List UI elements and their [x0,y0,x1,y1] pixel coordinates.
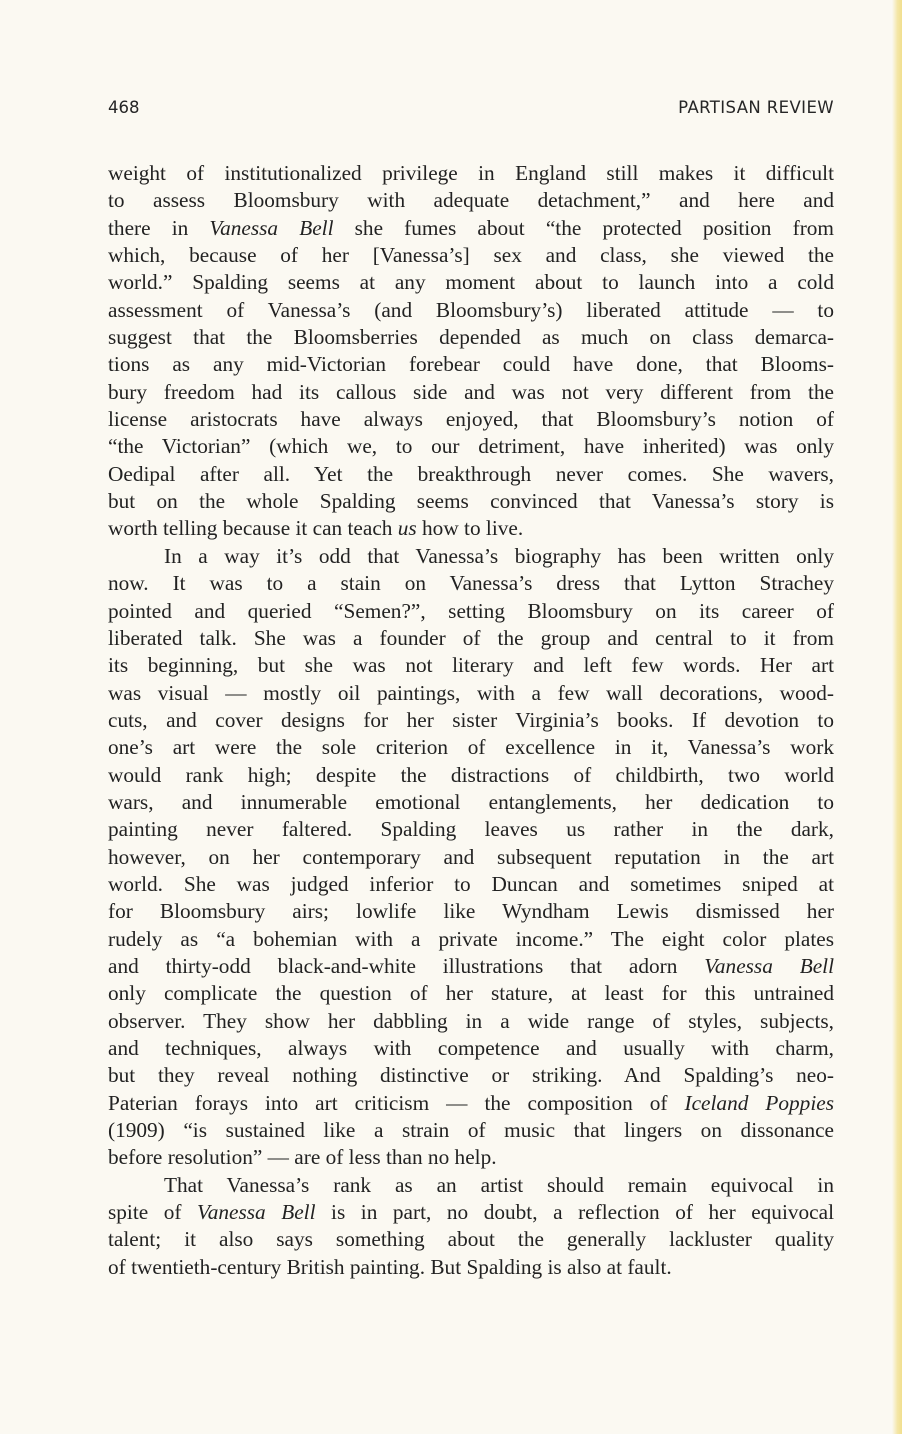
text-segment: and thirty-odd black-and-white illustrations that adorn [108,953,705,978]
text-segment: observer. They show her dabbling in a wide range of styles, subjects, [108,1008,834,1033]
text-line [108,598,834,625]
text-line [108,762,834,789]
text-line [108,980,834,1007]
text-line [108,1199,834,1226]
text-segment: talent; it also says something about the generally lackluster quality [108,1227,834,1252]
text-segment: how to live. [416,516,524,541]
article-body [108,160,834,1281]
text-segment: before resolution” — are of less than no help. [108,1145,497,1170]
text-segment: she fumes about “the protected position from [333,215,834,240]
text-segment: world.” Spalding seems at any moment about to launch into a cold [108,270,834,295]
text-segment: to assess Bloomsbury with adequate detachment,” and here and [108,188,834,213]
text-line [108,871,834,898]
running-head [108,98,834,124]
text-line [108,789,834,816]
text-segment: for Bloomsbury airs; lowlife like Wyndham Lewis dismissed her [108,899,834,924]
text-line [108,816,834,843]
text-line [108,1226,834,1253]
text-segment: would rank high; despite the distractions of childbirth, two world [108,762,834,787]
text-segment: pointed and queried “Semen?”, setting Bloomsbury on its career of [108,598,834,623]
text-segment: but on the whole Spalding seems convinced that Vanessa’s story is [108,489,834,514]
text-line [108,1008,834,1035]
italic-title: Vanessa Bell [197,1200,316,1225]
text-segment: In a way it’s odd that Vanessa’s biography has been written only [164,543,834,568]
text-line [108,898,834,925]
text-line [108,1035,834,1062]
text-line [108,269,834,296]
text-line [108,324,834,351]
text-line [108,543,834,570]
text-segment: worth telling because it can teach [108,516,398,541]
text-line [108,160,834,187]
text-segment: was visual — mostly oil paintings, with a few wall decorations, wood- [108,680,834,705]
text-line [108,242,834,269]
text-segment: suggest that the Bloomsberries depended as much on class demarca- [108,325,834,350]
text-segment: which, because of her [Vanessa’s] sex and class, she viewed the [108,243,834,268]
journal-title: PARTISAN REVIEW [678,98,834,117]
text-segment: Oedipal after all. Yet the breakthrough never comes. She wavers, [108,461,834,486]
text-segment: and techniques, always with competence and usually with charm, [108,1036,834,1060]
page-number: 468 [108,98,140,117]
text-line [108,707,834,734]
text-segment: is in part, no doubt, a reflection of her equivocal [315,1200,834,1225]
text-line [108,379,834,406]
text-segment: tions as any mid-Victorian forebear could have done, that Blooms- [108,352,834,377]
text-segment: world. She was judged inferior to Duncan and sometimes sniped at [108,871,834,896]
italic-title: Vanessa Bell [704,953,834,978]
text-line [108,1172,834,1199]
text-line [108,1254,834,1281]
text-line [108,926,834,953]
text-segment: now. It was to a stain on Vanessa’s dress that Lytton Strachey [108,571,834,596]
paragraph-p1 [108,160,834,543]
text-line [108,1144,834,1171]
text-segment: painting never faltered. Spalding leaves us rather in the dark, [108,817,834,842]
paragraph-p3 [108,1172,834,1281]
text-segment: “the Victorian” (which we, to our detriment, have inherited) was only [108,434,834,459]
text-segment: That Vanessa’s rank as an artist should remain equivocal in [164,1172,834,1197]
text-line [108,953,834,980]
text-line [108,1062,834,1089]
text-line [108,297,834,324]
text-segment: its beginning, but she was not literary and left few words. Her art [108,653,834,678]
italic-title: Iceland Poppies [684,1090,834,1115]
text-segment: liberated talk. She was a founder of the group and central to it from [108,625,834,650]
italic-title: us [397,516,417,541]
text-segment: assessment of Vanessa’s (and Bloomsbury’s) liberated attitude — to [108,297,834,322]
text-line [108,433,834,460]
text-line [108,515,834,542]
text-line [108,625,834,652]
italic-title: Vanessa Bell [209,215,334,240]
text-segment: rudely as “a bohemian with a private income.” The eight color plates [108,926,834,951]
text-segment: there in [108,215,210,240]
text-segment: spite of [108,1200,198,1225]
text-segment: wars, and innumerable emotional entanglements, her dedication to [108,789,834,814]
text-segment: but they reveal nothing distinctive or striking. And Spalding’s neo- [108,1063,834,1088]
text-line [108,652,834,679]
text-segment: of twentieth-century British painting. But Spalding is also at fault. [108,1254,672,1279]
text-line [108,1117,834,1144]
text-line [108,1090,834,1117]
text-line [108,406,834,433]
text-line [108,488,834,515]
text-line [108,215,834,242]
paragraph-p2 [108,543,834,1172]
text-line [108,680,834,707]
text-segment: one’s art were the sole criterion of excellence in it, Vanessa’s work [108,735,834,760]
text-line [108,844,834,871]
text-line [108,461,834,488]
text-segment: license aristocrats have always enjoyed, that Bloomsbury’s notion of [108,407,834,432]
text-line [108,734,834,761]
text-line [108,351,834,378]
text-segment: bury freedom had its callous side and was not very different from the [108,379,834,404]
text-segment: however, on her contemporary and subsequent reputation in the art [108,844,834,869]
text-segment: weight of institutionalized privilege in England still makes it difficult [108,161,834,185]
page-edge [892,0,902,1434]
text-segment: only complicate the question of her stature, at least for this untrained [108,981,834,1006]
text-segment: (1909) “is sustained like a strain of music that lingers on dissonance [108,1118,834,1143]
text-segment: Paterian forays into art criticism — the composition of [108,1090,685,1115]
text-line [108,187,834,214]
text-segment: cuts, and cover designs for her sister Virginia’s books. If devotion to [108,707,834,732]
text-line [108,570,834,597]
